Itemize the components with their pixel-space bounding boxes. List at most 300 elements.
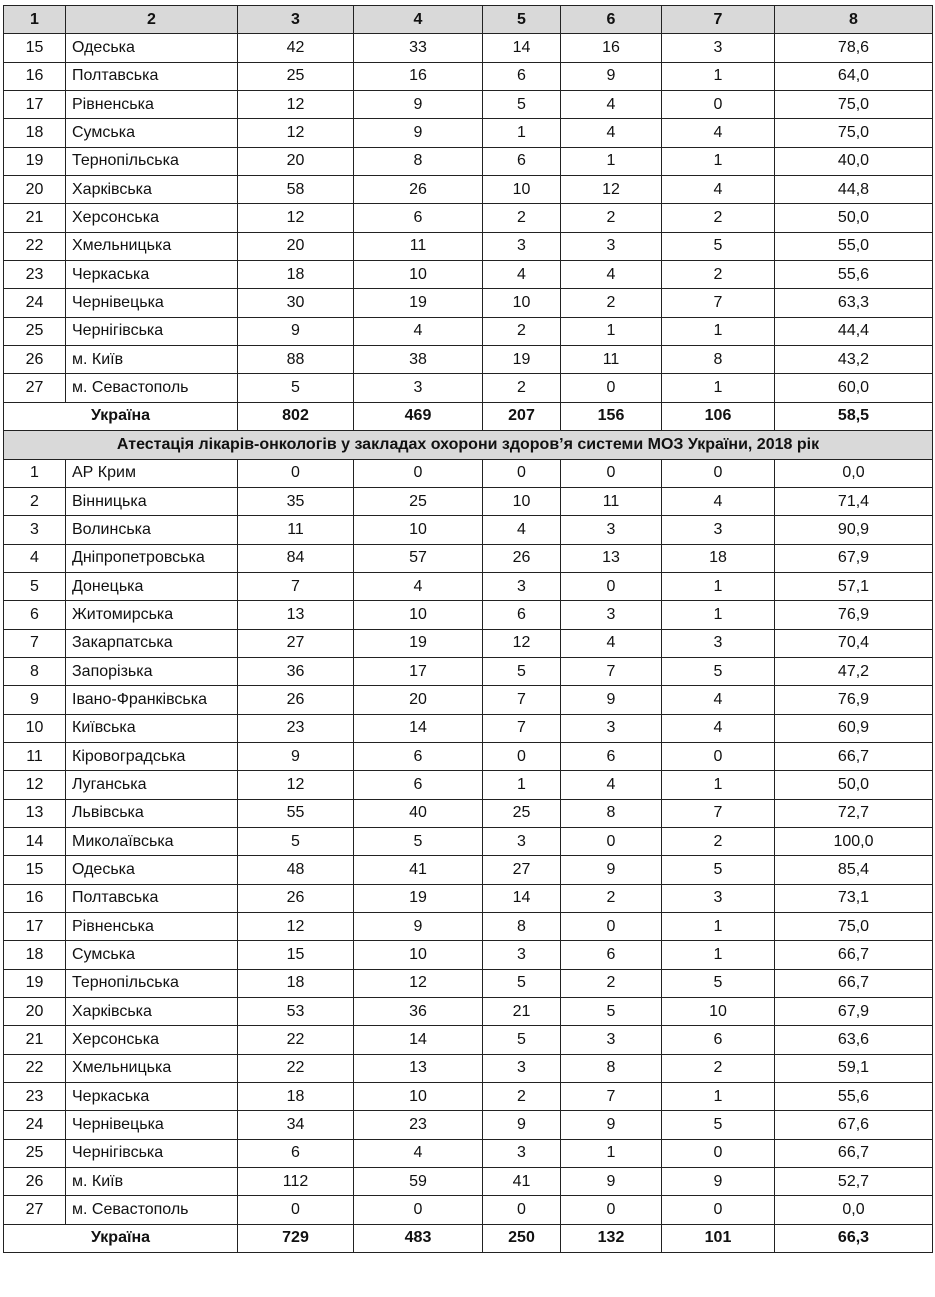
table-row	[4, 884, 933, 912]
value-cell: 2	[561, 884, 662, 912]
total-value: 483	[354, 1224, 483, 1252]
value-cell: 5	[483, 969, 561, 997]
region-name: Рівненська	[66, 913, 238, 941]
value-cell: 112	[238, 1168, 354, 1196]
value-cell: 4	[662, 487, 775, 515]
column-header-4: 4	[354, 6, 483, 34]
row-number: 25	[4, 1139, 66, 1167]
value-cell: 6	[561, 742, 662, 770]
value-cell: 20	[238, 147, 354, 175]
column-header-3: 3	[238, 6, 354, 34]
value-cell: 5	[238, 827, 354, 855]
region-name: Херсонська	[66, 204, 238, 232]
value-cell: 3	[662, 884, 775, 912]
region-name: Херсонська	[66, 1026, 238, 1054]
value-cell: 9	[354, 91, 483, 119]
percent-cell: 59,1	[775, 1054, 933, 1082]
value-cell: 2	[561, 289, 662, 317]
value-cell: 4	[662, 686, 775, 714]
column-header-5: 5	[483, 6, 561, 34]
table-row	[4, 1168, 933, 1196]
value-cell: 2	[561, 969, 662, 997]
value-cell: 41	[483, 1168, 561, 1196]
row-number: 20	[4, 998, 66, 1026]
value-cell: 59	[354, 1168, 483, 1196]
value-cell: 40	[354, 799, 483, 827]
value-cell: 4	[483, 261, 561, 289]
region-name: Тернопільська	[66, 969, 238, 997]
total-value: 729	[238, 1224, 354, 1252]
value-cell: 0	[662, 459, 775, 487]
region-name: Вінницька	[66, 487, 238, 515]
value-cell: 0	[561, 913, 662, 941]
value-cell: 53	[238, 998, 354, 1026]
value-cell: 9	[561, 856, 662, 884]
table-row	[4, 232, 933, 260]
value-cell: 20	[354, 686, 483, 714]
value-cell: 16	[354, 62, 483, 90]
value-cell: 20	[238, 232, 354, 260]
total-value: 802	[238, 402, 354, 430]
region-name: Хмельницька	[66, 232, 238, 260]
value-cell: 57	[354, 544, 483, 572]
value-cell: 10	[483, 487, 561, 515]
value-cell: 5	[483, 91, 561, 119]
table-row	[4, 147, 933, 175]
region-name: Одеська	[66, 856, 238, 884]
row-number: 14	[4, 827, 66, 855]
table-row	[4, 1196, 933, 1224]
value-cell: 7	[483, 686, 561, 714]
value-cell: 11	[354, 232, 483, 260]
value-cell: 4	[561, 119, 662, 147]
value-cell: 21	[483, 998, 561, 1026]
value-cell: 6	[662, 1026, 775, 1054]
region-name: Луганська	[66, 771, 238, 799]
row-number: 4	[4, 544, 66, 572]
row-number: 19	[4, 147, 66, 175]
value-cell: 38	[354, 346, 483, 374]
percent-cell: 63,6	[775, 1026, 933, 1054]
value-cell: 25	[354, 487, 483, 515]
row-number: 25	[4, 317, 66, 345]
table-row	[4, 176, 933, 204]
row-number: 11	[4, 742, 66, 770]
value-cell: 3	[561, 601, 662, 629]
value-cell: 0	[238, 459, 354, 487]
percent-cell: 66,7	[775, 1139, 933, 1167]
value-cell: 48	[238, 856, 354, 884]
region-name: м. Севастополь	[66, 374, 238, 402]
value-cell: 2	[662, 1054, 775, 1082]
value-cell: 14	[483, 34, 561, 62]
value-cell: 5	[662, 969, 775, 997]
table-row	[4, 856, 933, 884]
value-cell: 4	[561, 629, 662, 657]
value-cell: 0	[662, 742, 775, 770]
row-number: 24	[4, 289, 66, 317]
value-cell: 7	[483, 714, 561, 742]
table-row	[4, 1083, 933, 1111]
row-number: 17	[4, 91, 66, 119]
percent-cell: 75,0	[775, 91, 933, 119]
value-cell: 27	[483, 856, 561, 884]
row-number: 21	[4, 1026, 66, 1054]
value-cell: 10	[354, 261, 483, 289]
row-number: 13	[4, 799, 66, 827]
row-number: 23	[4, 261, 66, 289]
percent-cell: 55,0	[775, 232, 933, 260]
value-cell: 5	[354, 827, 483, 855]
table-row	[4, 459, 933, 487]
value-cell: 6	[238, 1139, 354, 1167]
value-cell: 3	[561, 714, 662, 742]
value-cell: 18	[238, 1083, 354, 1111]
region-name: Чернігівська	[66, 317, 238, 345]
value-cell: 12	[354, 969, 483, 997]
row-number: 26	[4, 1168, 66, 1196]
value-cell: 17	[354, 657, 483, 685]
percent-cell: 67,9	[775, 544, 933, 572]
percent-cell: 40,0	[775, 147, 933, 175]
value-cell: 0	[483, 742, 561, 770]
value-cell: 5	[662, 1111, 775, 1139]
value-cell: 13	[238, 601, 354, 629]
value-cell: 5	[238, 374, 354, 402]
value-cell: 3	[662, 629, 775, 657]
percent-cell: 0,0	[775, 459, 933, 487]
table-row	[4, 91, 933, 119]
percent-cell: 57,1	[775, 572, 933, 600]
percent-cell: 52,7	[775, 1168, 933, 1196]
section-heading-row	[4, 431, 933, 459]
value-cell: 1	[561, 147, 662, 175]
value-cell: 0	[483, 459, 561, 487]
row-number: 7	[4, 629, 66, 657]
value-cell: 1	[662, 62, 775, 90]
total-value: 132	[561, 1224, 662, 1252]
value-cell: 36	[354, 998, 483, 1026]
value-cell: 23	[238, 714, 354, 742]
value-cell: 9	[561, 686, 662, 714]
region-name: Сумська	[66, 941, 238, 969]
value-cell: 26	[238, 884, 354, 912]
value-cell: 84	[238, 544, 354, 572]
value-cell: 9	[483, 1111, 561, 1139]
value-cell: 3	[561, 516, 662, 544]
value-cell: 3	[662, 34, 775, 62]
value-cell: 6	[354, 204, 483, 232]
total-label: Україна	[4, 402, 238, 430]
value-cell: 8	[483, 913, 561, 941]
value-cell: 25	[238, 62, 354, 90]
percent-cell: 67,9	[775, 998, 933, 1026]
value-cell: 18	[662, 544, 775, 572]
row-number: 22	[4, 1054, 66, 1082]
row-number: 18	[4, 119, 66, 147]
value-cell: 7	[561, 657, 662, 685]
value-cell: 1	[483, 771, 561, 799]
percent-cell: 47,2	[775, 657, 933, 685]
value-cell: 4	[354, 317, 483, 345]
value-cell: 11	[238, 516, 354, 544]
table-row	[4, 941, 933, 969]
table-row	[4, 62, 933, 90]
total-percent: 66,3	[775, 1224, 933, 1252]
column-header-7: 7	[662, 6, 775, 34]
value-cell: 9	[561, 62, 662, 90]
value-cell: 30	[238, 289, 354, 317]
value-cell: 4	[354, 572, 483, 600]
row-number: 20	[4, 176, 66, 204]
table-row	[4, 317, 933, 345]
value-cell: 26	[483, 544, 561, 572]
table-row	[4, 742, 933, 770]
value-cell: 55	[238, 799, 354, 827]
region-name: Житомирська	[66, 601, 238, 629]
value-cell: 4	[483, 516, 561, 544]
region-name: Миколаївська	[66, 827, 238, 855]
value-cell: 0	[483, 1196, 561, 1224]
value-cell: 2	[662, 261, 775, 289]
value-cell: 7	[238, 572, 354, 600]
table-row	[4, 572, 933, 600]
row-number: 23	[4, 1083, 66, 1111]
value-cell: 6	[354, 771, 483, 799]
row-number: 10	[4, 714, 66, 742]
table-row	[4, 261, 933, 289]
value-cell: 58	[238, 176, 354, 204]
value-cell: 1	[483, 119, 561, 147]
table-row	[4, 1054, 933, 1082]
percent-cell: 73,1	[775, 884, 933, 912]
value-cell: 4	[561, 91, 662, 119]
percent-cell: 50,0	[775, 204, 933, 232]
value-cell: 10	[354, 1083, 483, 1111]
table-row	[4, 374, 933, 402]
total-value: 101	[662, 1224, 775, 1252]
value-cell: 12	[483, 629, 561, 657]
table-row	[4, 686, 933, 714]
table-row	[4, 1026, 933, 1054]
total-row	[4, 402, 933, 430]
row-number: 2	[4, 487, 66, 515]
region-name: Чернігівська	[66, 1139, 238, 1167]
total-value: 469	[354, 402, 483, 430]
value-cell: 0	[561, 572, 662, 600]
row-number: 15	[4, 34, 66, 62]
value-cell: 0	[561, 827, 662, 855]
value-cell: 8	[561, 799, 662, 827]
row-number: 5	[4, 572, 66, 600]
value-cell: 9	[662, 1168, 775, 1196]
value-cell: 8	[561, 1054, 662, 1082]
value-cell: 3	[483, 572, 561, 600]
region-name: Волинська	[66, 516, 238, 544]
percent-cell: 66,7	[775, 969, 933, 997]
value-cell: 2	[483, 374, 561, 402]
value-cell: 3	[483, 1054, 561, 1082]
percent-cell: 66,7	[775, 941, 933, 969]
value-cell: 3	[354, 374, 483, 402]
value-cell: 2	[662, 204, 775, 232]
column-number-header	[4, 6, 933, 34]
value-cell: 2	[483, 1083, 561, 1111]
value-cell: 1	[662, 147, 775, 175]
percent-cell: 66,7	[775, 742, 933, 770]
total-value: 207	[483, 402, 561, 430]
row-number: 18	[4, 941, 66, 969]
percent-cell: 76,9	[775, 686, 933, 714]
value-cell: 9	[561, 1111, 662, 1139]
percent-cell: 78,6	[775, 34, 933, 62]
value-cell: 0	[354, 1196, 483, 1224]
value-cell: 12	[561, 176, 662, 204]
row-number: 21	[4, 204, 66, 232]
row-number: 12	[4, 771, 66, 799]
value-cell: 1	[662, 317, 775, 345]
region-name: Хмельницька	[66, 1054, 238, 1082]
value-cell: 6	[561, 941, 662, 969]
value-cell: 11	[561, 487, 662, 515]
value-cell: 6	[483, 601, 561, 629]
table-row	[4, 544, 933, 572]
percent-cell: 43,2	[775, 346, 933, 374]
table-row	[4, 714, 933, 742]
value-cell: 7	[662, 289, 775, 317]
table-row	[4, 969, 933, 997]
row-number: 22	[4, 232, 66, 260]
region-name: Тернопільська	[66, 147, 238, 175]
value-cell: 23	[354, 1111, 483, 1139]
value-cell: 27	[238, 629, 354, 657]
value-cell: 4	[354, 1139, 483, 1167]
percent-cell: 60,9	[775, 714, 933, 742]
total-value: 156	[561, 402, 662, 430]
total-label: Україна	[4, 1224, 238, 1252]
region-name: Полтавська	[66, 62, 238, 90]
total-row	[4, 1224, 933, 1252]
table-row	[4, 119, 933, 147]
value-cell: 0	[238, 1196, 354, 1224]
value-cell: 14	[483, 884, 561, 912]
value-cell: 0	[561, 1196, 662, 1224]
percent-cell: 60,0	[775, 374, 933, 402]
value-cell: 4	[662, 119, 775, 147]
value-cell: 6	[483, 62, 561, 90]
percent-cell: 63,3	[775, 289, 933, 317]
value-cell: 11	[561, 346, 662, 374]
percent-cell: 67,6	[775, 1111, 933, 1139]
region-name: Харківська	[66, 176, 238, 204]
value-cell: 12	[238, 91, 354, 119]
table-row	[4, 34, 933, 62]
row-number: 6	[4, 601, 66, 629]
percent-cell: 90,9	[775, 516, 933, 544]
value-cell: 19	[354, 289, 483, 317]
column-header-8: 8	[775, 6, 933, 34]
value-cell: 12	[238, 204, 354, 232]
value-cell: 12	[238, 119, 354, 147]
value-cell: 1	[662, 771, 775, 799]
value-cell: 34	[238, 1111, 354, 1139]
value-cell: 1	[662, 941, 775, 969]
table-row	[4, 827, 933, 855]
value-cell: 0	[354, 459, 483, 487]
section-title: Атестація лікарів-онкологів у закладах охорони здоров’я системи МОЗ України, 2018 рік	[4, 431, 933, 459]
value-cell: 3	[561, 232, 662, 260]
region-name: Полтавська	[66, 884, 238, 912]
total-value: 250	[483, 1224, 561, 1252]
value-cell: 1	[662, 601, 775, 629]
value-cell: 33	[354, 34, 483, 62]
value-cell: 15	[238, 941, 354, 969]
value-cell: 3	[662, 516, 775, 544]
value-cell: 5	[483, 1026, 561, 1054]
value-cell: 41	[354, 856, 483, 884]
row-number: 17	[4, 913, 66, 941]
value-cell: 14	[354, 714, 483, 742]
value-cell: 22	[238, 1054, 354, 1082]
percent-cell: 75,0	[775, 119, 933, 147]
value-cell: 35	[238, 487, 354, 515]
value-cell: 6	[354, 742, 483, 770]
value-cell: 9	[354, 119, 483, 147]
table-row	[4, 998, 933, 1026]
value-cell: 5	[662, 232, 775, 260]
table-row	[4, 487, 933, 515]
value-cell: 4	[662, 714, 775, 742]
region-name: Рівненська	[66, 91, 238, 119]
value-cell: 12	[238, 771, 354, 799]
table-row	[4, 516, 933, 544]
region-name: м. Київ	[66, 346, 238, 374]
row-number: 19	[4, 969, 66, 997]
percent-cell: 50,0	[775, 771, 933, 799]
table-row	[4, 629, 933, 657]
region-name: Дніпропетровська	[66, 544, 238, 572]
value-cell: 10	[483, 176, 561, 204]
value-cell: 5	[483, 657, 561, 685]
value-cell: 3	[561, 1026, 662, 1054]
value-cell: 0	[561, 374, 662, 402]
table-row	[4, 346, 933, 374]
table-row	[4, 1139, 933, 1167]
value-cell: 4	[662, 176, 775, 204]
total-value: 106	[662, 402, 775, 430]
region-name: Чернівецька	[66, 1111, 238, 1139]
value-cell: 2	[561, 204, 662, 232]
region-name: м. Севастополь	[66, 1196, 238, 1224]
region-name: Сумська	[66, 119, 238, 147]
value-cell: 19	[354, 629, 483, 657]
value-cell: 6	[483, 147, 561, 175]
value-cell: 3	[483, 232, 561, 260]
attestation-table	[3, 5, 933, 1253]
table-row	[4, 204, 933, 232]
percent-cell: 100,0	[775, 827, 933, 855]
value-cell: 4	[561, 771, 662, 799]
value-cell: 19	[483, 346, 561, 374]
value-cell: 8	[354, 147, 483, 175]
value-cell: 0	[662, 91, 775, 119]
value-cell: 10	[483, 289, 561, 317]
value-cell: 5	[662, 657, 775, 685]
row-number: 8	[4, 657, 66, 685]
table-row	[4, 799, 933, 827]
percent-cell: 72,7	[775, 799, 933, 827]
value-cell: 3	[483, 941, 561, 969]
